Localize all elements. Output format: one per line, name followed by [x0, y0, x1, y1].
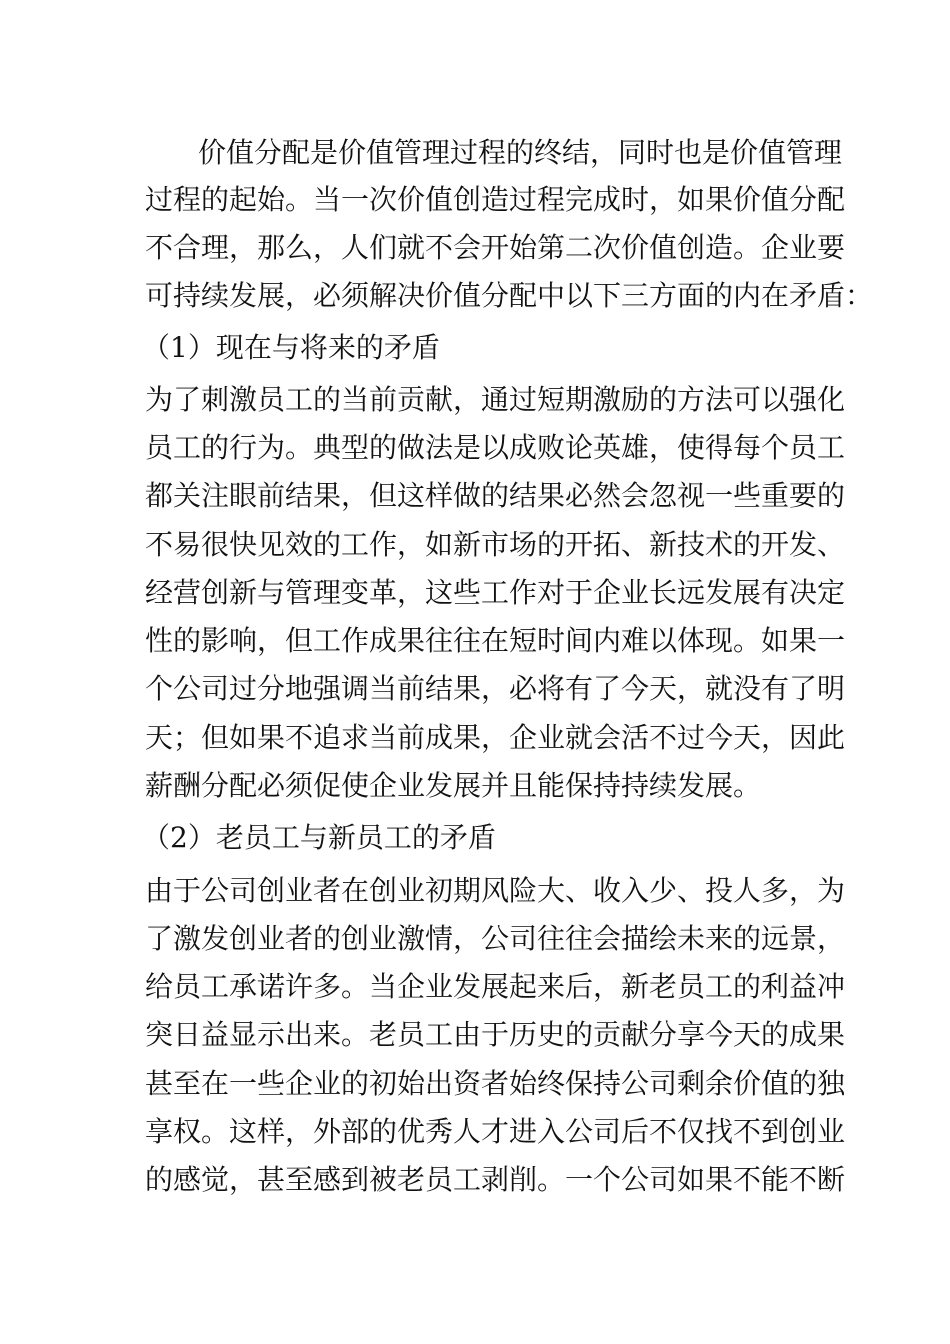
paragraph-line: 突日益显示出来。老员工由于历史的贡献分享今天的成果	[145, 1018, 846, 1051]
section-heading-1: （1）现在与将来的矛盾	[142, 331, 440, 364]
paragraph-line: 不易很快见效的工作，如新市场的开拓、新技术的开发、	[145, 528, 846, 561]
paragraph-line: 都关注眼前结果，但这样做的结果必然会忽视一些重要的	[145, 479, 846, 512]
paragraph-line: 享权。这样，外部的优秀人才进入公司后不仅找不到创业	[145, 1115, 846, 1148]
paragraph-line: 个公司过分地强调当前结果，必将有了今天，就没有了明	[145, 672, 846, 705]
section-heading-2: （2）老员工与新员工的矛盾	[142, 821, 496, 854]
paragraph-line: 给员工承诺许多。当企业发展起来后，新老员工的利益冲	[145, 970, 846, 1003]
paragraph-line: 薪酬分配必须促使企业发展并且能保持持续发展。	[145, 769, 762, 802]
paragraph-line: 了激发创业者的创业激情，公司往往会描绘未来的远景，	[145, 922, 846, 955]
paragraph-line: 甚至在一些企业的初始出资者始终保持公司剩余价值的独	[145, 1067, 846, 1100]
paragraph-line: 性的影响，但工作成果往往在短时间内难以体现。如果一	[145, 624, 846, 657]
paragraph-line: 不合理，那么，人们就不会开始第二次价值创造。企业要	[145, 231, 846, 264]
paragraph-line: 员工的行为。典型的做法是以成败论英雄，使得每个员工	[145, 431, 846, 464]
paragraph-line: 价值分配是价值管理过程的终结，同时也是价值管理	[198, 136, 843, 169]
paragraph-line: 过程的起始。当一次价值创造过程完成时，如果价值分配	[145, 183, 846, 216]
paragraph-line: 的感觉，甚至感到被老员工剥削。一个公司如果不能不断	[145, 1163, 846, 1196]
paragraph-line: 天；但如果不追求当前成果，企业就会活不过今天，因此	[145, 721, 846, 754]
paragraph-line: 经营创新与管理变革，这些工作对于企业长远发展有决定	[145, 576, 846, 609]
paragraph-line: 为了刺激员工的当前贡献，通过短期激励的方法可以强化	[145, 383, 846, 416]
paragraph-line: 由于公司创业者在创业初期风险大、收入少、投人多，为	[145, 874, 846, 907]
paragraph-line: 可持续发展，必须解决价值分配中以下三方面的内在矛盾：	[145, 279, 874, 312]
